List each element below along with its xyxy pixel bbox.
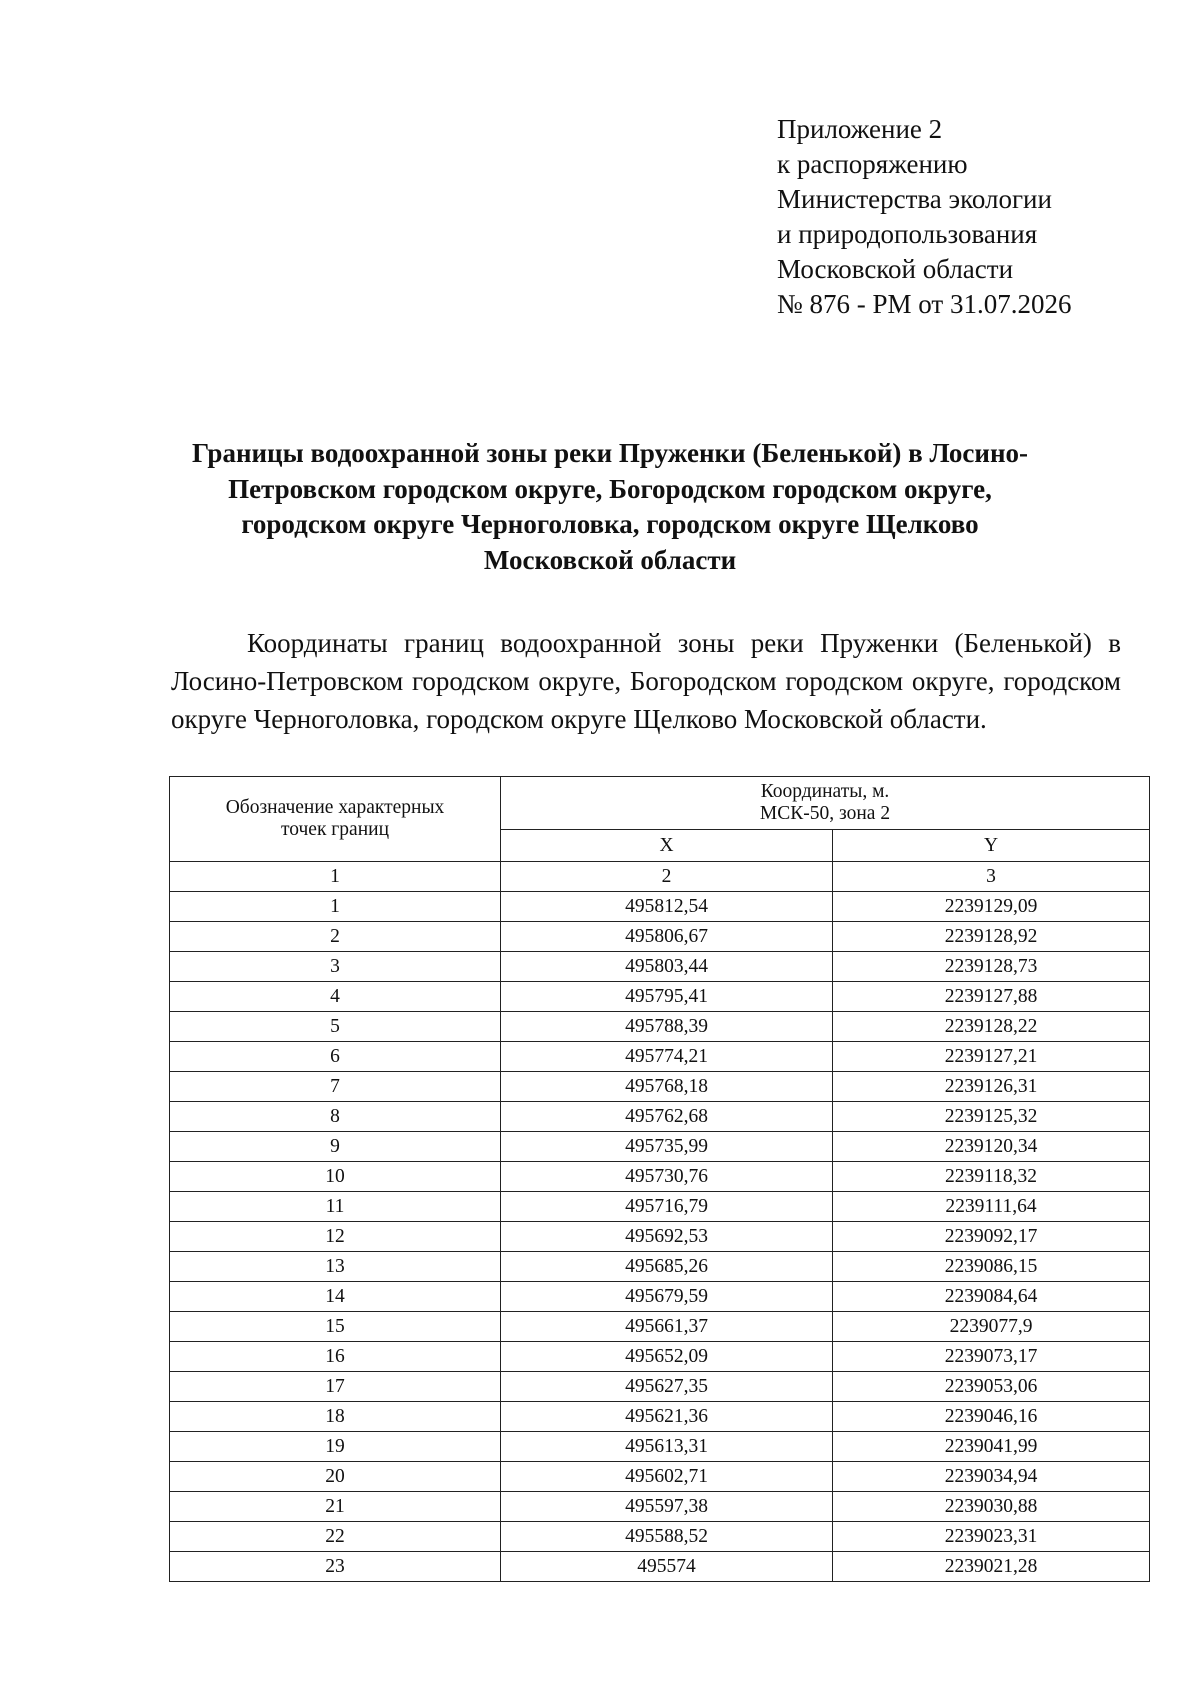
table-row [170, 1342, 1150, 1372]
appendix-header [777, 112, 1071, 322]
y-cell: 2239120,34 [833, 1132, 1150, 1162]
title-line: городском округе Черноголовка, городском округе Щелково [241, 509, 979, 539]
table-row [170, 1102, 1150, 1132]
point-cell: 10 [170, 1162, 501, 1192]
appendix-line: Приложение 2 [777, 114, 943, 144]
x-cell: 495692,53 [501, 1222, 833, 1252]
point-cell: 3 [170, 952, 501, 982]
appendix-line: к распоряжению [777, 149, 968, 179]
point-cell: 1 [170, 892, 501, 922]
x-cell: 495621,36 [501, 1402, 833, 1432]
document-title [140, 436, 1080, 578]
column-number: 2 [501, 862, 833, 892]
table-row [170, 1372, 1150, 1402]
y-cell: 2239125,32 [833, 1102, 1150, 1132]
point-cell: 22 [170, 1522, 501, 1552]
table-row [170, 1192, 1150, 1222]
y-cell: 2239128,92 [833, 922, 1150, 952]
y-cell: 2239084,64 [833, 1282, 1150, 1312]
point-cell: 23 [170, 1552, 501, 1582]
point-cell: 17 [170, 1372, 501, 1402]
column-number: 3 [833, 862, 1150, 892]
point-cell: 7 [170, 1072, 501, 1102]
point-header-line: точек границ [280, 819, 390, 840]
table-row [170, 1072, 1150, 1102]
x-cell: 495574 [501, 1552, 833, 1582]
x-cell: 495795,41 [501, 982, 833, 1012]
x-cell: 495716,79 [501, 1192, 833, 1222]
point-designation-header [170, 777, 501, 862]
x-cell: 495730,76 [501, 1162, 833, 1192]
table-row [170, 1162, 1150, 1192]
x-cell: 495774,21 [501, 1042, 833, 1072]
table-row [170, 1432, 1150, 1462]
y-cell: 2239126,31 [833, 1072, 1150, 1102]
x-cell: 495762,68 [501, 1102, 833, 1132]
table-row [170, 1462, 1150, 1492]
y-cell: 2239077,9 [833, 1312, 1150, 1342]
x-cell: 495652,09 [501, 1342, 833, 1372]
x-cell: 495685,26 [501, 1252, 833, 1282]
title-line: Московской области [483, 544, 737, 575]
point-cell: 4 [170, 982, 501, 1012]
table-row [170, 1552, 1150, 1582]
y-cell: 2239111,64 [833, 1192, 1150, 1222]
table-row [170, 1252, 1150, 1282]
y-cell: 2239053,06 [833, 1372, 1150, 1402]
y-cell: 2239023,31 [833, 1522, 1150, 1552]
coordinates-header [501, 777, 1150, 830]
point-cell: 19 [170, 1432, 501, 1462]
point-cell: 6 [170, 1042, 501, 1072]
table-row [170, 1222, 1150, 1252]
x-cell: 495806,67 [501, 922, 833, 952]
y-cell: 2239127,21 [833, 1042, 1150, 1072]
table-row [170, 1012, 1150, 1042]
x-cell: 495602,71 [501, 1462, 833, 1492]
x-cell: 495588,52 [501, 1522, 833, 1552]
y-cell: 2239128,73 [833, 952, 1150, 982]
x-cell: 495661,37 [501, 1312, 833, 1342]
table-row [170, 1132, 1150, 1162]
y-cell: 2239118,32 [833, 1162, 1150, 1192]
table-row [170, 982, 1150, 1012]
point-cell: 14 [170, 1282, 501, 1312]
point-cell: 9 [170, 1132, 501, 1162]
coords-header-line: МСК-50, зона 2 [759, 803, 891, 824]
table-row [170, 1402, 1150, 1432]
column-number: 1 [170, 862, 501, 892]
table-row [170, 892, 1150, 922]
x-cell: 495679,59 [501, 1282, 833, 1312]
y-cell: 2239129,09 [833, 892, 1150, 922]
point-cell: 16 [170, 1342, 501, 1372]
table-row [170, 1492, 1150, 1522]
y-cell: 2239073,17 [833, 1342, 1150, 1372]
point-cell: 11 [170, 1192, 501, 1222]
x-cell: 495788,39 [501, 1012, 833, 1042]
point-cell: 12 [170, 1222, 501, 1252]
table-row [170, 1282, 1150, 1312]
x-cell: 495768,18 [501, 1072, 833, 1102]
point-cell: 5 [170, 1012, 501, 1042]
y-cell: 2239021,28 [833, 1552, 1150, 1582]
y-cell: 2239128,22 [833, 1012, 1150, 1042]
point-cell: 20 [170, 1462, 501, 1492]
y-cell: 2239092,17 [833, 1222, 1150, 1252]
y-cell: 2239030,88 [833, 1492, 1150, 1522]
x-cell: 495613,31 [501, 1432, 833, 1462]
intro-paragraph: Координаты границ водоохранной зоны реки Пруженки (Беленькой) в Лосино-Петровском городском округе, Богородском городском округе, городском округе Черноголовка, городском округе Щелково Московской области. [171, 628, 1121, 734]
title-line: Петровском городском округе, Богородском городском округе, [228, 473, 992, 504]
point-cell: 8 [170, 1102, 501, 1132]
x-cell: 495812,54 [501, 892, 833, 922]
y-cell: 2239046,16 [833, 1402, 1150, 1432]
point-cell: 13 [170, 1252, 501, 1282]
point-cell: 2 [170, 922, 501, 952]
x-cell: 495627,35 [501, 1372, 833, 1402]
x-cell: 495803,44 [501, 952, 833, 982]
x-column-header: X [501, 830, 833, 862]
appendix-line: Министерства экологии [777, 184, 1052, 214]
table-row [170, 952, 1150, 982]
y-cell: 2239127,88 [833, 982, 1150, 1012]
y-cell: 2239034,94 [833, 1462, 1150, 1492]
appendix-line: и природопользования [777, 219, 1038, 249]
appendix-line: № 876 - РМ от 31.07.2026 [777, 289, 1072, 319]
title-line: Границы водоохранной зоны реки Пруженки (Беленькой) в Лосино- [191, 438, 1029, 468]
table-row [170, 922, 1150, 952]
table-row [170, 1522, 1150, 1552]
y-column-header: Y [833, 830, 1150, 862]
point-header-line: Обозначение характерных [225, 797, 445, 818]
table-body [170, 892, 1150, 1582]
appendix-line: Московской области [777, 254, 1014, 284]
point-cell: 18 [170, 1402, 501, 1432]
coords-header-line: Координаты, м. [760, 781, 890, 802]
point-cell: 21 [170, 1492, 501, 1522]
x-cell: 495597,38 [501, 1492, 833, 1522]
table-row [170, 1042, 1150, 1072]
y-cell: 2239086,15 [833, 1252, 1150, 1282]
y-cell: 2239041,99 [833, 1432, 1150, 1462]
table-row [170, 1312, 1150, 1342]
coordinates-table [169, 776, 1150, 1582]
point-cell: 15 [170, 1312, 501, 1342]
x-cell: 495735,99 [501, 1132, 833, 1162]
